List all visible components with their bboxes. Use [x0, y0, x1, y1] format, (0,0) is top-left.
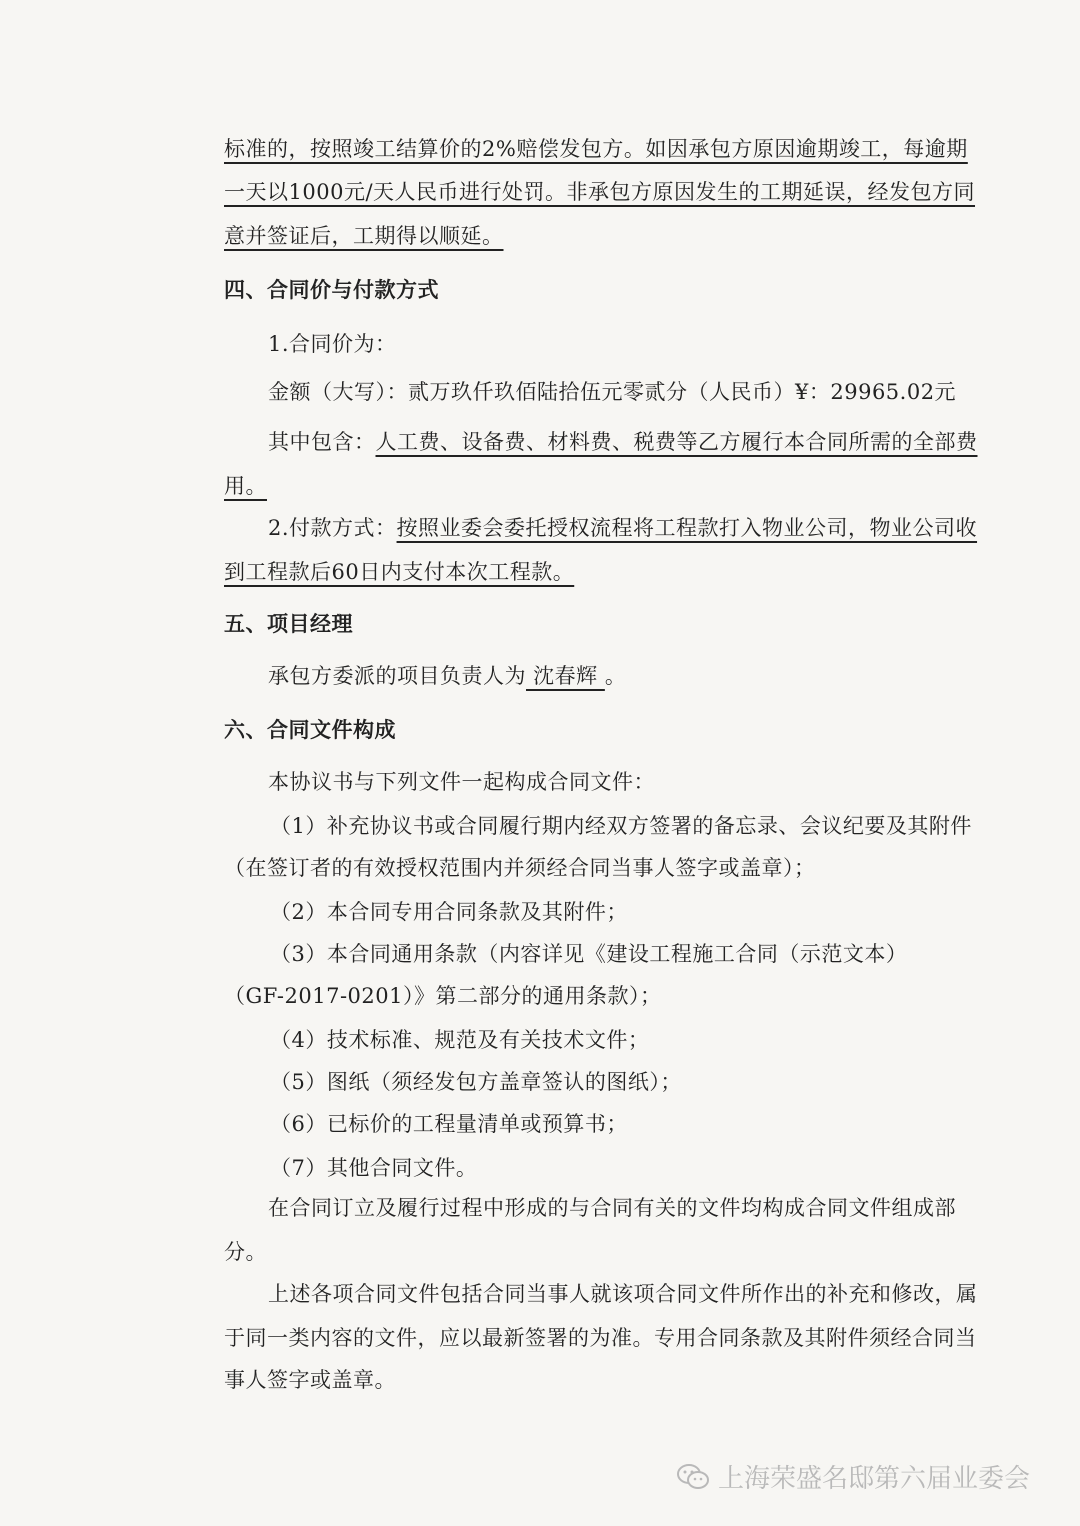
text-line: 到工程款后60日内支付本次工程款。: [224, 560, 575, 584]
text-line: 用。: [224, 474, 267, 498]
list-item: （2）本合同专用合同条款及其附件；: [270, 900, 628, 924]
list-item: （7）其他合同文件。: [270, 1156, 478, 1180]
pm-suffix: 。: [604, 664, 627, 688]
list-item-cont: （GF-2017-0201）》第二部分的通用条款）；: [224, 984, 662, 1008]
text-line: 于同一类内容的文件，应以最新签署的为准。专用合同条款及其附件须经合同当: [224, 1326, 977, 1350]
amount-value: 贰万玖仟玖佰陆拾伍元零贰分（人民币）¥：29965.02元: [408, 380, 957, 404]
wechat-icon: [676, 1462, 710, 1492]
amount-label: 金额（大写）：: [268, 380, 408, 404]
section-heading: 五、项目经理: [224, 611, 353, 636]
section-heading: 六、合同文件构成: [224, 717, 396, 742]
list-item-cont: （在签订者的有效授权范围内并须经合同当事人签字或盖章）；: [224, 856, 816, 880]
include-label: 其中包含：: [268, 430, 376, 454]
list-item: （4）技术标准、规范及有关技术文件；: [270, 1028, 650, 1052]
text-line: 本协议书与下列文件一起构成合同文件：: [268, 770, 655, 794]
pm-label: 承包方委派的项目负责人为: [268, 664, 526, 688]
text-line: 事人签字或盖章。: [224, 1368, 396, 1392]
watermark-text: 上海荣盛名邸第六届业委会: [718, 1464, 1031, 1494]
payment-value: 按照业委会委托授权流程将工程款打入物业公司，物业公司收: [396, 516, 978, 540]
project-manager-line: [268, 660, 626, 692]
text-line: 上述各项合同文件包括合同当事人就该项合同文件所作出的补充和修改，属: [268, 1282, 978, 1306]
amount-line: [268, 376, 956, 408]
pm-name: 沈春辉: [526, 664, 605, 688]
watermark: [676, 1458, 1030, 1495]
section-heading: 四、合同价与付款方式: [224, 277, 439, 302]
text-line: 标准的，按照竣工结算价的2%赔偿发包方。如因承包方原因逾期竣工，每逾期: [224, 137, 968, 161]
text-line: 在合同订立及履行过程中形成的与合同有关的文件均构成合同文件组成部: [268, 1196, 956, 1220]
include-line: [268, 426, 978, 458]
text-line: 意并签证后，工期得以顺延。: [224, 224, 504, 248]
text-line: 1.合同价为：: [268, 332, 397, 356]
include-value: 人工费、设备费、材料费、税费等乙方履行本合同所需的全部费: [375, 430, 978, 454]
payment-label: 2.付款方式：: [268, 516, 397, 540]
list-item: （6）已标价的工程量清单或预算书；: [270, 1112, 628, 1136]
list-item: （5）图纸（须经发包方盖章签认的图纸）；: [270, 1070, 682, 1094]
list-item: （3）本合同通用条款（内容详见《建设工程施工合同（示范文本）: [270, 942, 908, 966]
list-item: （1）补充协议书或合同履行期内经双方签署的备忘录、会议纪要及其附件: [270, 814, 972, 838]
payment-line: [268, 512, 977, 544]
text-line: 分。: [224, 1240, 267, 1264]
text-line: 一天以1000元/天人民币进行处罚。非承包方原因发生的工期延误，经发包方同: [224, 180, 976, 204]
